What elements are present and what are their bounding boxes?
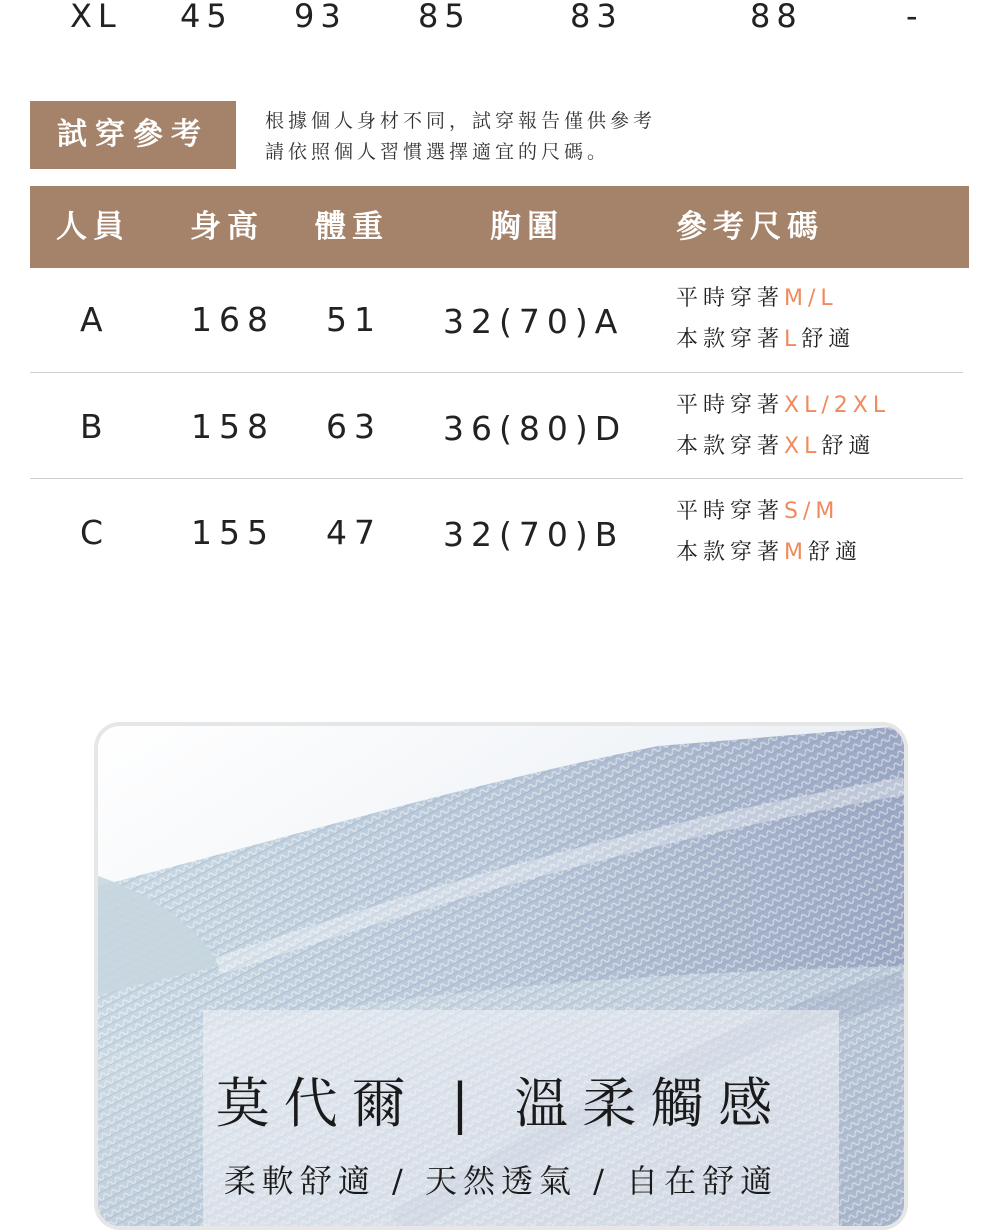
cell-bust: 36(80)D [443,409,628,448]
this-prefix: 本款穿著 [676,540,785,565]
this-size: XL [784,434,822,459]
this-prefix: 本款穿著 [676,327,785,352]
trial-reference-label: 試穿參考 [30,101,236,169]
cell-weight: 63 [326,407,382,446]
this-prefix: 本款穿著 [676,434,785,459]
fabric-feature-image [94,722,908,1230]
header-height: 身高 [190,209,264,245]
cell-person: A [80,300,110,339]
cell-weight: 47 [326,513,382,552]
this-size: M [784,540,808,565]
size-cell: 93 [294,0,347,35]
usual-size: XL/2XL [784,393,891,418]
this-size-line [676,538,862,568]
cell-height: 158 [191,407,275,446]
usual-size: S/M [784,499,840,524]
feature-subtitle: 柔軟舒適 / 天然透氣 / 自在舒適 [223,1162,779,1200]
trial-note-line-2: 請依照個人習慣選擇適宜的尺碼。 [265,141,611,163]
this-suffix: 舒適 [808,540,863,565]
this-suffix: 舒適 [801,327,856,352]
cell-person: B [80,407,110,446]
cell-person: C [80,513,111,552]
header-weight: 體重 [315,209,389,245]
cell-bust: 32(70)A [443,302,625,341]
size-cell: 88 [750,0,803,35]
this-size-line [676,432,875,462]
size-cell: - [906,0,924,35]
size-cell: 85 [418,0,471,35]
cell-height: 155 [191,513,275,552]
row-divider [30,478,963,479]
cell-bust: 32(70)B [443,515,625,554]
this-suffix: 舒適 [821,434,876,459]
cell-height: 168 [191,300,275,339]
header-person: 人員 [56,209,130,245]
trial-note-line-1: 根據個人身材不同，試穿報告僅供參考 [265,110,657,132]
table-header [30,186,969,268]
usual-size-line [676,391,890,421]
usual-prefix: 平時穿著 [676,499,785,524]
row-divider [30,372,963,373]
header-reference-size: 參考尺碼 [676,209,824,245]
size-cell: 83 [570,0,623,35]
feature-title: 莫代爾 | 溫柔觸感 [215,1072,787,1135]
this-size: L [784,327,802,352]
size-cell: 45 [180,0,233,35]
this-size-line [676,325,855,355]
usual-size-line [676,497,839,527]
usual-prefix: 平時穿著 [676,286,785,311]
usual-size: M/L [784,286,838,311]
cell-weight: 51 [326,300,382,339]
size-cell: XL [70,0,122,35]
usual-prefix: 平時穿著 [676,393,785,418]
usual-size-line [676,284,838,314]
header-bust: 胸圍 [490,209,564,245]
